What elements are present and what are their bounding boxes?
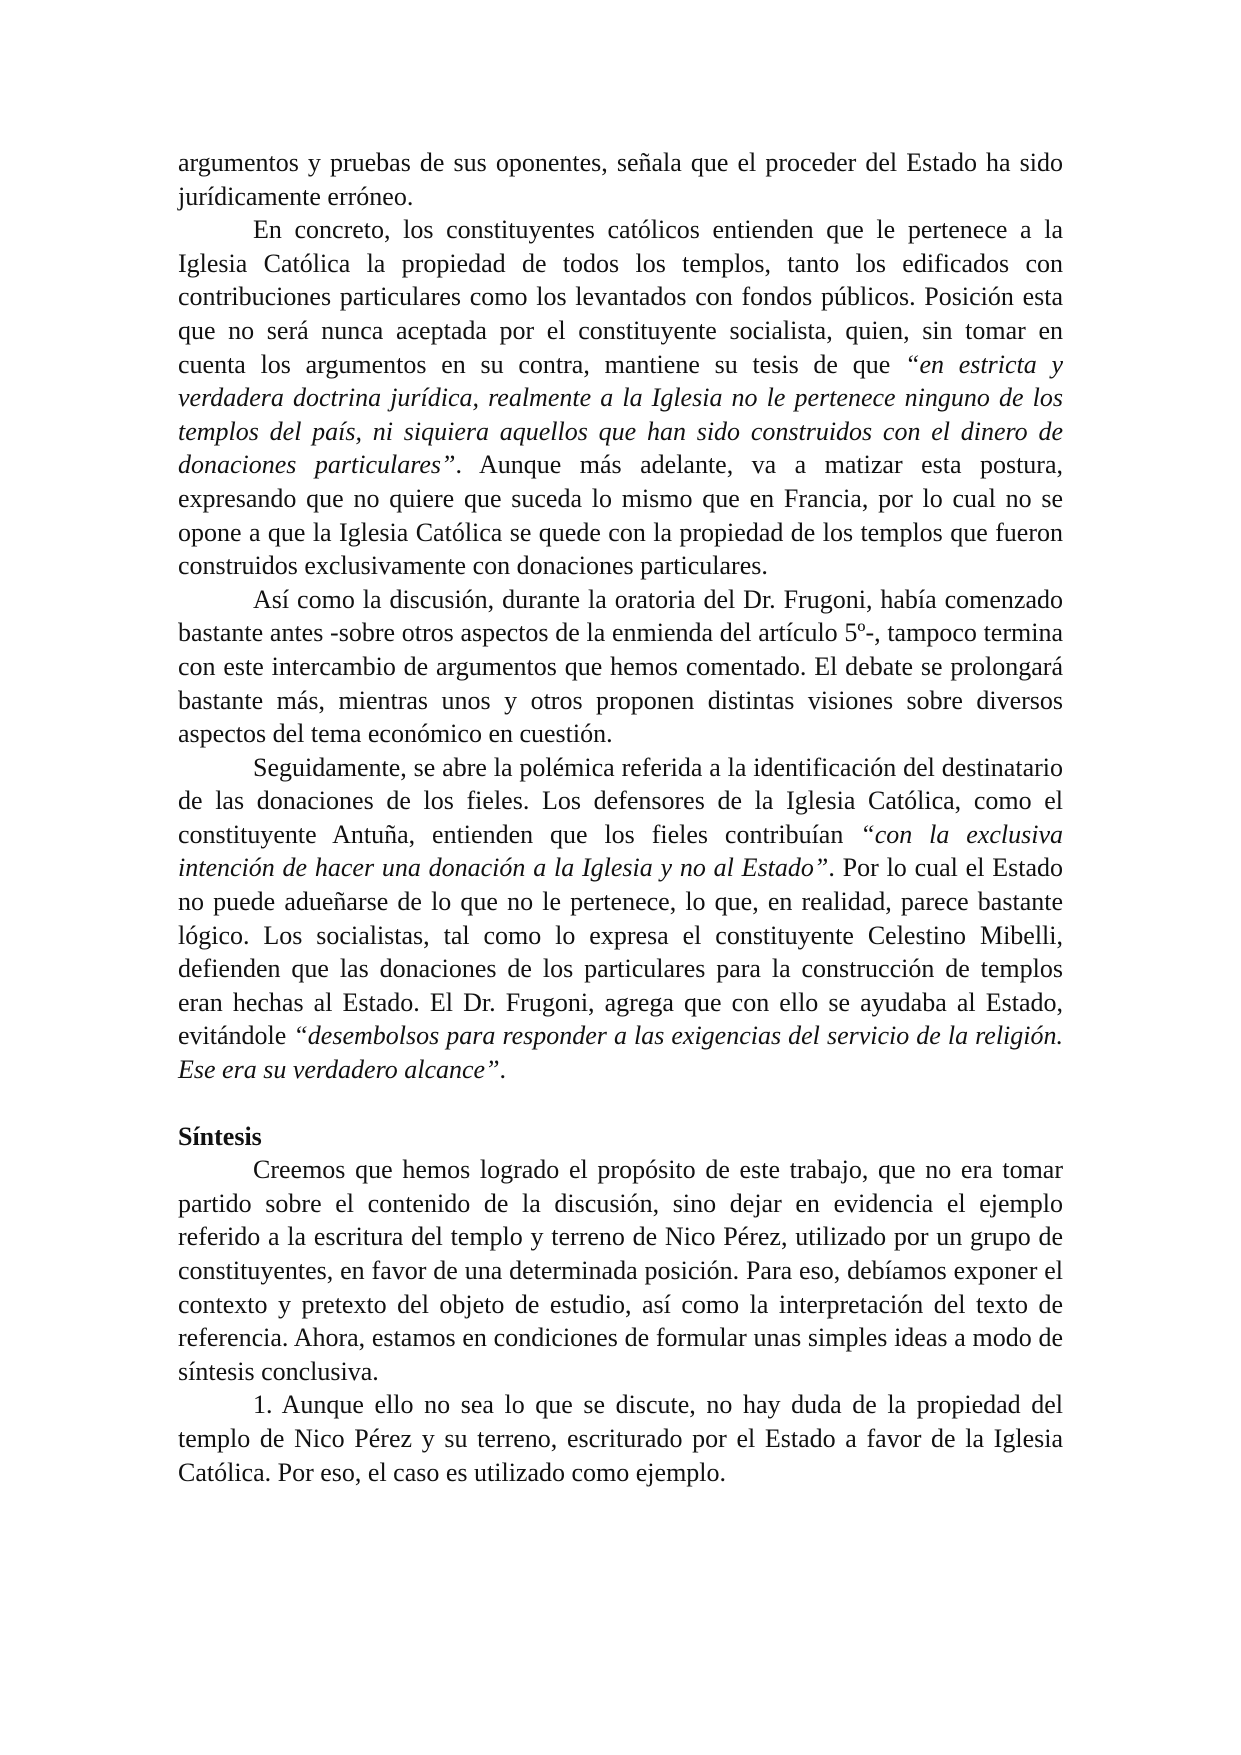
text-run: . Aunque más adelante, va a matizar esta postura, expresando que no quiere que suceda lo mismo que en Francia, por lo cual no se opone a que la Iglesia Católica se quede con la propiedad de los templos que fueron construidos exclusivamente con donaciones particulares.	[178, 450, 1063, 581]
text-run: Así como la discusión, durante la oratoria del Dr. Frugoni, había comenzado bastante antes -sobre otros aspectos de la enmienda del artículo 5º-, tampoco termina con este intercambio de argumentos que hemos comentado. El debate se prolongará bastante más, mientras unos y otros proponen distintas visiones sobre diversos aspectos del tema económico en cuestión.	[178, 584, 1063, 749]
body-text	[178, 146, 1063, 1087]
text-run: 1. Aunque ello no sea lo que se discute, no hay duda de la propiedad del templo de Nico Pérez y su terreno, escriturado por el Estado a favor de la Iglesia Católica. Por eso, el caso es utilizado como ejemplo.	[178, 1390, 1063, 1487]
paragraph-2	[178, 213, 1063, 583]
synthesis-paragraph-1	[178, 1153, 1063, 1388]
document-page	[178, 146, 1063, 1489]
text-run: .	[499, 1055, 507, 1085]
section-heading: Síntesis	[178, 1121, 262, 1151]
quote-run: “en estricta y verdadera doctrina jurídica, realmente a la Iglesia no le pertenece ninguno de los templos del país, ni siquiera aquellos que han sido construidos con el dinero de donaciones particulares”	[178, 349, 1063, 480]
text-run: . Por lo cual el Estado no puede adueñarse de lo que no le pertenece, lo que, en realidad, parece bastante lógico. Los socialistas, tal como lo expresa el constituyente Celestino Mibelli, defienden que las donaciones de los particulares para la construcción de templos eran hechas al Estado. El Dr. Frugoni, agrega que con ello se ayudaba al Estado, evitándole	[178, 853, 1063, 1051]
paragraph-3	[178, 583, 1063, 751]
synthesis-text	[178, 1153, 1063, 1489]
paragraph-4	[178, 751, 1063, 1087]
text-run: En concreto, los constituyentes católicos entienden que le pertenece a la Iglesia Católica la propiedad de todos los templos, tanto los edificados con contribuciones particulares como los levantados con fondos públicos. Posición esta que no será nunca aceptada por el constituyente socialista, quien, sin tomar en cuenta los argumentos en su contra, mantiene su tesis de que	[178, 215, 1063, 379]
synthesis-paragraph-2	[178, 1388, 1063, 1489]
text-run: Creemos que hemos logrado el propósito de este trabajo, que no era tomar partido sobre el contenido de la discusión, sino dejar en evidencia el ejemplo referido a la escritura del templo y terreno de Nico Pérez, utilizado por un grupo de constituyentes, en favor de una determinada posición. Para eso, debíamos exponer el contexto y pretexto del objeto de estudio, así como la interpretación del texto de referencia. Ahora, estamos en condiciones de formular unas simples ideas a modo de síntesis conclusiva.	[178, 1155, 1063, 1386]
quote-run: “desembolsos para responder a las exigencias del servicio de la religión. Ese era su verdadero alcance”	[178, 1021, 1064, 1085]
paragraph-1	[178, 146, 1063, 213]
text-run: Seguidamente, se abre la polémica referida a la identificación del destinatario de las donaciones de los fieles. Los defensores de la Iglesia Católica, como el constituyente Antuña, entienden que los fieles contribuían	[178, 752, 1063, 849]
text-run: argumentos y pruebas de sus oponentes, señala que el proceder del Estado ha sido jurídicamente erróneo.	[178, 148, 1063, 211]
quote-run: “con la exclusiva intención de hacer una donación a la Iglesia y no al Estado”	[178, 819, 1063, 883]
